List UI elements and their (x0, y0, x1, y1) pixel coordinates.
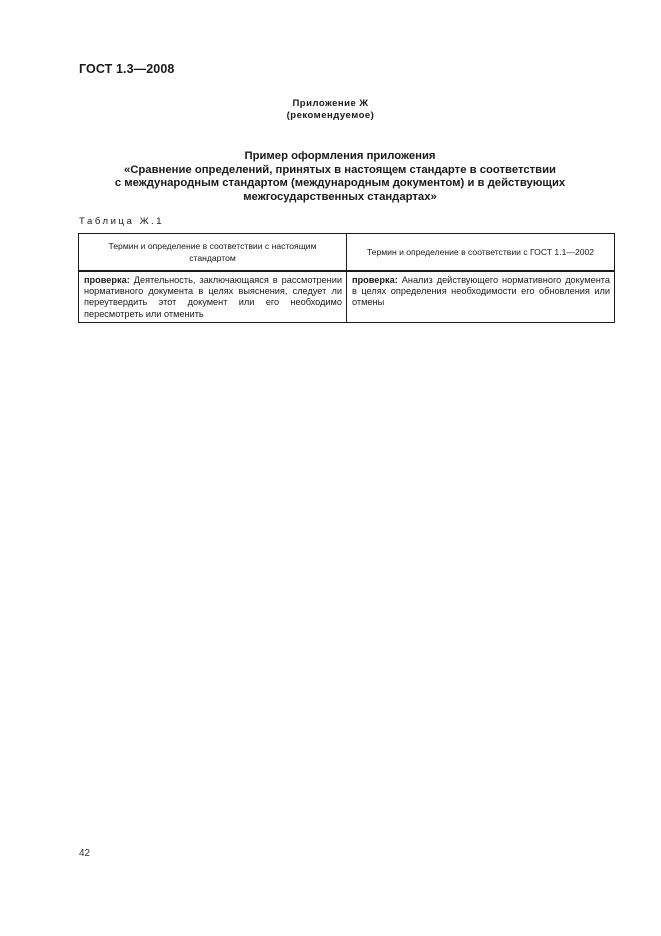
appendix-title-line: с международным стандартом (международным документом) и в действующих (114, 177, 566, 189)
appendix-title-line: «Сравнение определений, принятых в настоящем стандарте в соответствии (123, 163, 557, 176)
table-label: Таблица Ж.1 (79, 216, 165, 227)
appendix-title-line: Пример оформления приложения (244, 150, 436, 162)
comparison-table (78, 233, 615, 323)
document-code: ГОСТ 1.3—2008 (79, 62, 175, 76)
definition-cell-current-standard (79, 271, 347, 322)
appendix-title-line: межгосударственных стандартах» (243, 190, 437, 203)
term-definition: Деятельность, заключающаяся в рассмотрении нормативного документа в целях выяснения, следует ли переутвердить этот документ или его необходимо пересмотреть или отменить (84, 275, 342, 319)
table-header-row (79, 234, 615, 272)
term-definition: Анализ действующего нормативного документа в целях определения необходимости его обновления или отмены (352, 275, 610, 308)
appendix-status: (рекомендуемое) (286, 110, 375, 121)
appendix-name: Приложение Ж (292, 98, 369, 109)
table-row (79, 271, 615, 322)
appendix-title (90, 150, 590, 204)
appendix-heading (0, 98, 661, 122)
column-header-gost-1-1: Термин и определение в соответствии с ГОСТ 1.1—2002 (347, 234, 615, 272)
page-number: 42 (79, 848, 91, 859)
term-label: проверка: (352, 275, 398, 285)
term-label: проверка: (84, 275, 130, 285)
definition-cell-gost-1-1 (347, 271, 615, 322)
column-header-current-standard: Термин и определение в соответствии с настоящим стандартом (79, 234, 347, 272)
